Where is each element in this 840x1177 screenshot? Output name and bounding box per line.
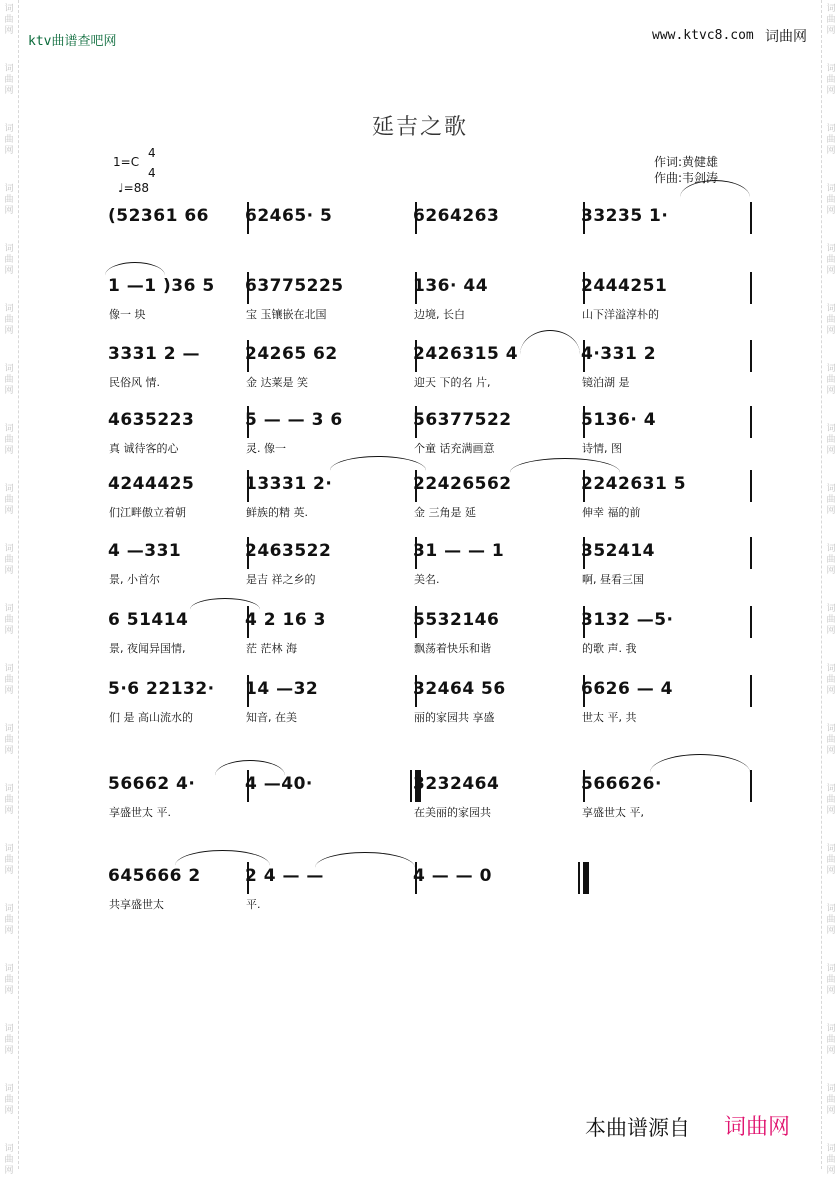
edge-watermark-glyph: 词 曲 网	[4, 484, 14, 516]
repeat-bar-line	[410, 770, 421, 802]
measure-lyrics: 共享盛世太	[109, 898, 164, 911]
edge-watermark-glyph: 词 曲 网	[4, 1024, 14, 1056]
measure-notes: 6264263	[413, 206, 500, 226]
bar-line	[750, 202, 752, 234]
measure-lyrics: 民俗风 情.	[109, 376, 160, 389]
edge-watermark-glyph: 词 曲 网	[826, 544, 836, 576]
footer-brand-link[interactable]: 词曲网	[724, 1115, 791, 1140]
measure-notes: 33235 1·	[581, 206, 669, 226]
edge-watermark-glyph: 词 曲 网	[826, 724, 836, 756]
footer-source-text: 本曲谱源自	[585, 1116, 690, 1140]
measure-notes: 4244425	[108, 474, 195, 494]
measure-lyrics: 们 是 高山流水的	[109, 711, 193, 724]
edge-watermark-glyph: 词 曲 网	[4, 904, 14, 936]
edge-watermark-glyph: 词 曲 网	[4, 844, 14, 876]
bar-line	[750, 272, 752, 304]
measure-notes: 5·6 22132·	[108, 679, 215, 699]
measure-lyrics: 丽的家园共 享盛	[414, 711, 495, 724]
edge-watermark-glyph: 词 曲 网	[4, 124, 14, 156]
edge-watermark-glyph: 词 曲 网	[826, 484, 836, 516]
edge-watermark-glyph: 词 曲 网	[826, 184, 836, 216]
measure-lyrics: 美名.	[414, 573, 440, 586]
measure-notes: 2463522	[245, 541, 332, 561]
score-line	[0, 272, 840, 342]
measure-notes: 1 —1 )36 5	[108, 276, 215, 296]
measure-lyrics: 世太 平, 共	[582, 711, 637, 724]
measure-lyrics: 金 达莱是 笑	[246, 376, 308, 389]
score-line	[0, 862, 840, 932]
measure-notes: 4 —40·	[245, 774, 313, 794]
measure-lyrics: 享盛世太 平,	[582, 806, 644, 819]
edge-watermark-glyph: 词 曲 网	[4, 244, 14, 276]
measure-notes: 24265 62	[245, 344, 338, 364]
score-line	[0, 606, 840, 676]
bar-line	[750, 406, 752, 438]
measure-lyrics: 鲜族的精 英.	[246, 506, 308, 519]
measure-notes: 56377522	[413, 410, 512, 430]
slur-mark	[520, 330, 580, 379]
edge-watermark-glyph: 词 曲 网	[826, 664, 836, 696]
measure-lyrics: 像一 块	[109, 308, 146, 321]
slur-mark	[190, 598, 260, 621]
slur-mark	[315, 852, 415, 883]
edge-watermark-glyph: 词 曲 网	[826, 124, 836, 156]
measure-lyrics: 金 三角是 延	[414, 506, 476, 519]
edge-watermark-glyph: 词 曲 网	[826, 904, 836, 936]
measure-notes: 566626·	[581, 774, 662, 794]
edge-watermark-glyph: 词 曲 网	[4, 964, 14, 996]
bar-line	[750, 770, 752, 802]
edge-watermark-glyph: 词 曲 网	[826, 364, 836, 396]
edge-watermark-glyph: 词 曲 网	[826, 1024, 836, 1056]
time-signature-numerator: 4	[148, 146, 156, 160]
measure-lyrics: 平.	[246, 898, 261, 911]
slur-mark	[105, 262, 165, 289]
measure-notes: 32464 56	[413, 679, 506, 699]
measure-notes: 4 — — 0	[413, 866, 492, 886]
tempo-marking: ♩=88	[118, 181, 149, 195]
edge-watermark-glyph: 词 曲 网	[826, 244, 836, 276]
measure-notes: 5136· 4	[581, 410, 657, 430]
edge-watermark-glyph: 词 曲 网	[4, 784, 14, 816]
edge-watermark-glyph: 词 曲 网	[4, 424, 14, 456]
measure-notes: 2242631 5	[581, 474, 687, 494]
measure-lyrics: 个童 话充满画意	[414, 442, 495, 455]
measure-notes: 645666 2	[108, 866, 201, 886]
edge-watermark-glyph: 词 曲 网	[826, 1084, 836, 1116]
edge-watermark-glyph: 词 曲 网	[4, 1084, 14, 1116]
measure-lyrics: 享盛世太 平.	[109, 806, 171, 819]
bar-line	[750, 537, 752, 569]
measure-lyrics: 啊, 昼看三国	[582, 573, 644, 586]
measure-lyrics: 景, 小首尔	[109, 573, 160, 586]
slur-mark	[650, 754, 750, 791]
score-line	[0, 470, 840, 540]
measure-lyrics: 镜泊湖 是	[582, 376, 630, 389]
measure-notes: 63775225	[245, 276, 344, 296]
edge-watermark-glyph: 词 曲 网	[826, 64, 836, 96]
measure-lyrics: 边境, 长白	[414, 308, 465, 321]
time-signature-denominator: 4	[148, 166, 156, 180]
final-bar-line	[578, 862, 589, 894]
bar-line	[750, 340, 752, 372]
score-line	[0, 340, 840, 410]
measure-notes: 3331 2 —	[108, 344, 200, 364]
slur-mark	[510, 458, 620, 487]
site-url-right[interactable]: www.ktvc8.com	[652, 28, 754, 43]
measure-notes: 4 —331	[108, 541, 182, 561]
slur-mark	[215, 760, 285, 791]
measure-notes: 136· 44	[413, 276, 489, 296]
edge-watermark-glyph: 词 曲 网	[826, 424, 836, 456]
lyricist-credit: 作词:黄健雄	[654, 155, 719, 169]
measure-notes: 56662 4·	[108, 774, 196, 794]
edge-watermark-glyph: 词 曲 网	[4, 1144, 14, 1176]
edge-watermark-glyph: 词 曲 网	[4, 64, 14, 96]
bar-line	[750, 675, 752, 707]
measure-notes: 4635223	[108, 410, 195, 430]
edge-watermark-glyph: 词 曲 网	[826, 4, 836, 36]
measure-lyrics: 景, 夜闻异国情,	[109, 642, 186, 655]
measure-lyrics: 在美丽的家园共	[414, 806, 491, 819]
measure-lyrics: 伸幸 福的前	[582, 506, 641, 519]
measure-lyrics: 茫 茫林 海	[246, 642, 297, 655]
measure-lyrics: 的歌 声. 我	[582, 642, 637, 655]
measure-notes: 13331 2·	[245, 474, 333, 494]
measure-notes: 352414	[581, 541, 655, 561]
measure-lyrics: 飘荡着快乐和谐	[414, 642, 491, 655]
site-name-left[interactable]: ktv曲谱查吧网	[28, 34, 117, 49]
edge-watermark-glyph: 词 曲 网	[4, 364, 14, 396]
measure-notes: 4·331 2	[581, 344, 657, 364]
measure-notes: 4 2 16 3	[245, 610, 326, 630]
measure-notes: 3132 —5·	[581, 610, 674, 630]
score-line	[0, 537, 840, 607]
edge-watermark-glyph: 词 曲 网	[4, 4, 14, 36]
measure-notes: 2444251	[581, 276, 668, 296]
measure-notes: 5 — — 3 6	[245, 410, 343, 430]
measure-notes: 5532146	[413, 610, 500, 630]
measure-lyrics: 迎天 下的名 片,	[414, 376, 491, 389]
bar-line	[750, 606, 752, 638]
measure-lyrics: 诗情, 图	[582, 442, 622, 455]
edge-watermark-glyph: 词 曲 网	[4, 664, 14, 696]
measure-notes: 2 4 — —	[245, 866, 324, 886]
measure-lyrics: 灵. 像一	[246, 442, 286, 455]
measure-notes: 14 —32	[245, 679, 319, 699]
edge-watermark-glyph: 词 曲 网	[826, 604, 836, 636]
edge-watermark-glyph: 词 曲 网	[4, 544, 14, 576]
measure-notes: (52361 66	[108, 206, 209, 226]
composer-credit: 作曲:韦剑涛	[654, 171, 719, 185]
song-title: 延吉之歌	[371, 115, 468, 140]
measure-notes: 6626 — 4	[581, 679, 673, 699]
slur-mark	[330, 456, 426, 485]
edge-watermark-glyph: 词 曲 网	[826, 784, 836, 816]
slur-mark	[175, 850, 270, 881]
score-line	[0, 675, 840, 745]
measure-lyrics: 们江畔傲立着朝	[109, 506, 186, 519]
site-brand-right: 词曲网	[765, 29, 807, 45]
measure-notes: 62465· 5	[245, 206, 333, 226]
measure-notes: 6 51414	[108, 610, 189, 630]
measure-lyrics: 知音, 在美	[246, 711, 297, 724]
measure-notes: 2426315 4	[413, 344, 519, 364]
slur-mark	[680, 180, 750, 215]
edge-watermark-glyph: 词 曲 网	[826, 844, 836, 876]
edge-watermark-glyph: 词 曲 网	[826, 964, 836, 996]
measure-notes: 22426562	[413, 474, 512, 494]
edge-watermark-glyph: 词 曲 网	[4, 184, 14, 216]
edge-watermark-glyph: 词 曲 网	[4, 604, 14, 636]
measure-lyrics: 山下洋溢淳朴的	[582, 308, 659, 321]
measure-lyrics: 是吉 祥之乡的	[246, 573, 316, 586]
bar-line	[750, 470, 752, 502]
measure-notes: 3232464	[413, 774, 500, 794]
edge-watermark-glyph: 词 曲 网	[4, 304, 14, 336]
measure-notes: 31 — — 1	[413, 541, 505, 561]
edge-watermark-glyph: 词 曲 网	[4, 724, 14, 756]
edge-watermark-glyph: 词 曲 网	[826, 304, 836, 336]
edge-watermark-glyph: 词 曲 网	[826, 1144, 836, 1176]
score-line	[0, 770, 840, 840]
key-signature: 1=C	[113, 155, 140, 169]
measure-lyrics: 真 诚待客的心	[109, 442, 179, 455]
measure-lyrics: 宝 玉镶嵌在北国	[246, 308, 327, 321]
